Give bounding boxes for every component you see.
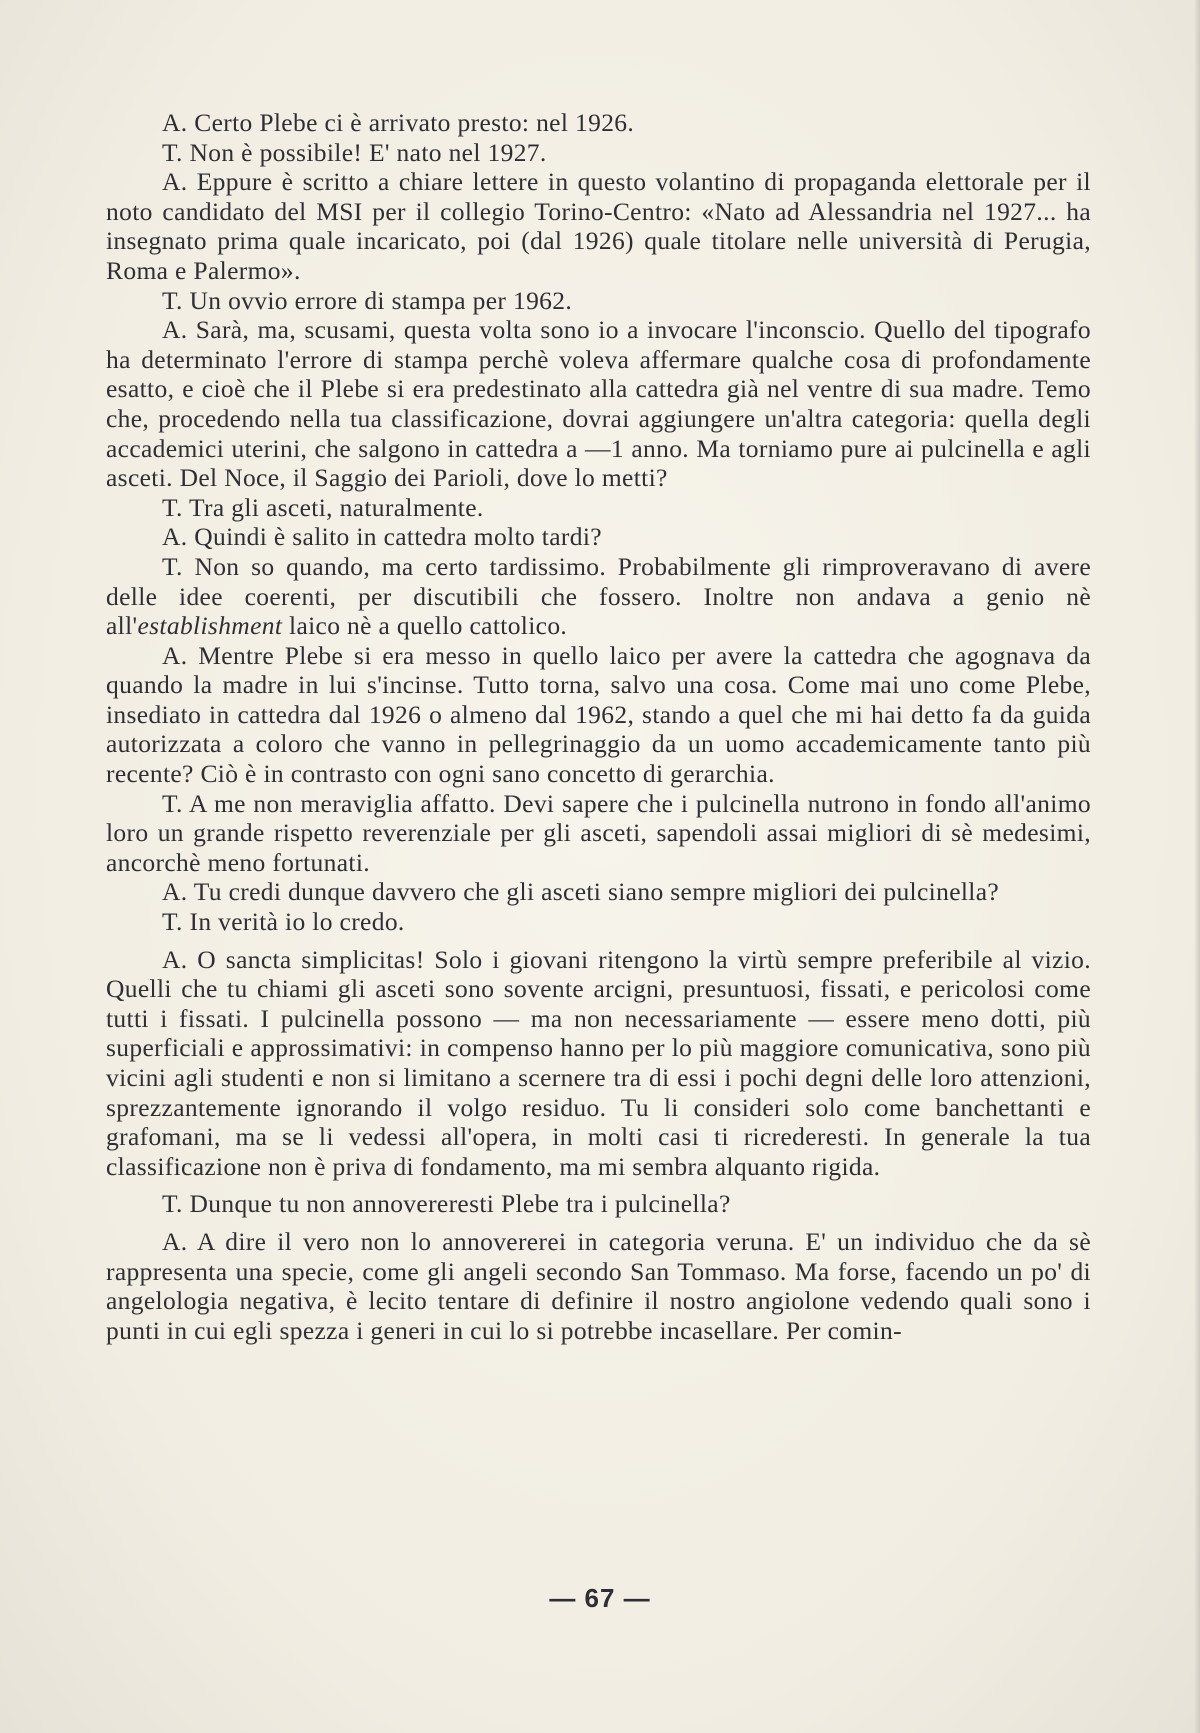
dialogue-paragraph-12: T. In verità io lo credo. [162,907,405,937]
dialogue-paragraph-14: T. Dunque tu non annovereresti Plebe tra i pulcinella? [162,1189,731,1219]
dialogue-paragraph-2: T. Non è possibile! E' nato nel 1927. [162,137,547,167]
dialogue-paragraph-1: A. Certo Plebe ci è arrivato presto: nel 1926. [162,108,635,137]
dialogue-paragraph-7: A. Quindi è salito in cattedra molto tardi? [162,522,602,552]
dialogue-paragraph-15: A. A dire il vero non lo annovererei in categoria veruna. E' un individuo che da sè rappresenta una specie, come gli angeli secondo San Tommaso. Ma forse, facendo un po' di angelologia negativa, è lecito tentare di definire il nostro angiolone vedendo quali sono i punti in cui egli spezza i generi in cui lo si potrebbe incasellare. Per comin- [106,1226,1091,1345]
page-number: — 67 — [549,1583,651,1613]
dialogue-paragraph-10: T. A me non meraviglia affatto. Devi sapere che i pulcinella nutrono in fondo all'animo loro un grande rispetto reverenziale per gli asceti, sapendoli assai migliori di sè medesimi, ancorchè meno fortunati. [106,788,1091,877]
dialogue-paragraph-4: T. Un ovvio errore di stampa per 1962. [162,285,573,315]
dialogue-paragraph-6: T. Tra gli asceti, naturalmente. [162,492,484,522]
dialogue-paragraph-3: A. Eppure è scritto a chiare lettere in questo volantino di propaganda elettorale per il noto candidato del MSI per il collegio Torino-Centro: «Nato ad Alessandria nel 1927... ha insegnato prima quale incaricato, poi (dal 1926) quale titolare nelle università di Perugia, Roma e Palermo». [106,167,1091,285]
page-body-text [106,108,1091,1345]
dialogue-paragraph-9: A. Mentre Plebe si era messo in quello laico per avere la cattedra che agognava da quando la madre in lui s'incinse. Tutto torna, salvo una cosa. Come mai uno come Plebe, insediato in cattedra dal 1926 o almeno dal 1962, stando a quel che mi hai detto fa da guida autorizzata a coloro che vanno in pellegrinaggio da un uomo accademicamente tanto più recente? Ciò è in contrasto con ogni sano concetto di gerarchia. [106,640,1091,789]
dialogue-paragraph-13: A. O sancta simplicitas! Solo i giovani ritengono la virtù sempre preferibile al vizio. Quelli che tu chiami gli asceti sono sovente arcigni, presuntuosi, fissati, e pericolosi come tutti i fissati. I pulcinella possono — ma non necessariamente — essere meno dotti, più superficiali e approssimativi: in compenso hanno per lo più maggiore comunicativa, sono più vicini agli studenti e non si limitano a scernere tra di essi i pochi degni delle loro attenzioni, sprezzantemente ignorando il volgo residuo. Tu li consideri solo come banchettanti e grafomani, ma se li vedessi all'opera, in molti casi ti ricrederesti. In generale la tua classificazione non è priva di fondamento, ma mi sembra alquanto rigida. [106,944,1091,1181]
dialogue-paragraph-5: A. Sarà, ma, scusami, questa volta sono io a invocare l'inconscio. Quello del tipografo ha determinato l'errore di stampa perchè voleva affermare qualche cosa di profondamente esatto, e cioè che il Plebe si era predestinato alla cattedra già nel ventre di sua madre. Temo che, procedendo nella tua classificazione, dovrai aggiungere un'altra categoria: quella degli accademici uterini, che salgono in cattedra a —1 anno. Ma torniamo pure ai pulcinella e agli asceti. Del Noce, il Saggio dei Parioli, dove lo metti? [106,315,1091,493]
dialogue-paragraph-11: A. Tu credi dunque davvero che gli asceti siano sempre migliori dei pulcinella? [162,877,1000,907]
italic-word-establishment: establishment [137,611,283,641]
paragraph-8-text-before: T. Non so quando, ma certo tardissimo. Probabilmente gli rimproveravano di avere delle idee coerenti, per discutibili che fossero. Inoltre non andava a genio nè all' [106,551,1091,641]
paragraph-8-text-after: laico nè a quello cattolico. [282,611,568,641]
dialogue-paragraph-8 [106,552,1091,641]
page-edge-shadow [1194,0,1200,1733]
